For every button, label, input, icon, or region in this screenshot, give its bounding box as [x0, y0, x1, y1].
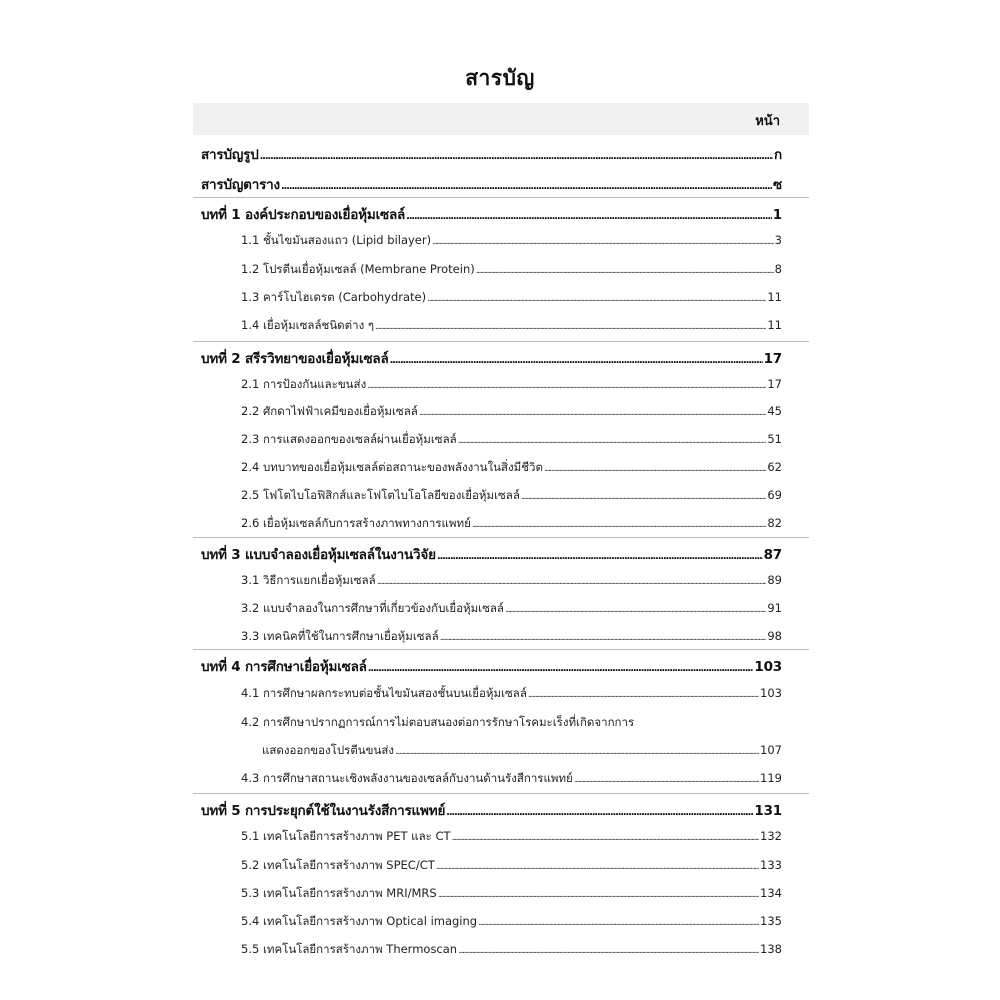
toc-section-entry [241, 885, 782, 903]
toc-page-number: 11 [767, 318, 782, 332]
dot-leader [458, 946, 759, 956]
dot-leader [436, 862, 759, 872]
toc-entry-title: 1.4 เยื่อหุ้มเซลล์ชนิดต่าง ๆ [241, 318, 375, 332]
toc-section-entry [241, 913, 782, 931]
dot-leader [427, 294, 766, 304]
toc-section-entry [241, 317, 782, 335]
section-divider [193, 649, 809, 650]
dot-leader [395, 747, 759, 757]
toc-entry-title: 5.1 เทคโนโลยีการสร้างภาพ PET และ CT [241, 829, 451, 843]
toc-entry-title: บทที่ 5 การประยุกต์ใช้ในงานรังสีการแพทย์ [201, 803, 446, 819]
toc-entry-title: 3.2 แบบจำลองในการศึกษาที่เกี่ยวข้องกับเยื่อหุ้มเซลล์ [241, 601, 504, 615]
toc-page-number: 132 [760, 829, 782, 843]
toc-section-title: 4.2 การศึกษาปรากฏการณ์การไม่ตอบสนองต่อการรักษาโรคมะเร็งที่เกิดจากการ [241, 715, 635, 729]
section-divider [193, 341, 809, 342]
dot-leader [437, 551, 763, 562]
toc-section-entry [241, 261, 782, 279]
toc-section-entry [241, 232, 782, 250]
toc-section-entry [241, 941, 782, 959]
toc-section-entry [241, 828, 782, 846]
dot-leader [478, 918, 759, 928]
toc-entry-title: 4.3 การศึกษาสถานะเชิงพลังงานของเซลล์กับงานด้านรังสีการแพทย์ [241, 771, 573, 785]
toc-page-number: 107 [760, 743, 782, 757]
toc-section-entry [241, 403, 782, 421]
toc-section-entry [241, 515, 782, 533]
dot-leader [390, 355, 763, 366]
toc-entry-title: 5.3 เทคโนโลยีการสร้างภาพ MRI/MRS [241, 886, 437, 900]
section-divider [193, 793, 809, 794]
toc-entry-title: 3.1 วิธีการแยกเยื่อหุ้มเซลล์ [241, 573, 376, 587]
dot-leader [368, 663, 754, 674]
toc-page-number: 17 [767, 377, 782, 391]
toc-section-entry [241, 487, 782, 505]
toc-entry-title: 2.2 ศักดาไฟฟ้าเคมีของเยื่อหุ้มเซลล์ [241, 404, 418, 418]
dot-leader [377, 577, 767, 587]
toc-entry-title: 1.2 โปรตีนเยื่อหุ้มเซลล์ (Membrane Protein) [241, 262, 475, 276]
dot-leader [367, 381, 766, 391]
toc-chapter-entry [201, 543, 782, 565]
toc-section-entry [241, 685, 782, 703]
toc-page-number: ก [774, 147, 782, 163]
toc-page-number: 134 [760, 886, 782, 900]
dot-leader [281, 181, 772, 192]
toc-page-number: 119 [760, 771, 782, 785]
toc-page-number: 133 [760, 858, 782, 872]
toc-page-number: 91 [767, 601, 782, 615]
toc-section-entry [241, 572, 782, 590]
dot-leader [521, 492, 766, 502]
dot-leader [452, 833, 760, 843]
dot-leader [419, 408, 767, 418]
toc-section-entry [241, 431, 782, 449]
dot-leader [438, 890, 759, 900]
page-title: สารบัญ [465, 66, 535, 90]
page-column-label: หน้า [755, 114, 780, 129]
dot-leader [406, 211, 772, 222]
toc-entry-title: 2.3 การแสดงออกของเซลล์ผ่านเยื่อหุ้มเซลล์ [241, 432, 457, 446]
toc-entry-title: บทที่ 3 แบบจำลองเยื่อหุ้มเซลล์ในงานวิจัย [201, 547, 436, 563]
toc-section-entry [241, 459, 782, 477]
dot-leader [432, 237, 774, 247]
toc-entry-title: บทที่ 1 องค์ประกอบของเยื่อหุ้มเซลล์ [201, 207, 406, 223]
toc-entry-title: บทที่ 2 สรีรวิทยาของเยื่อหุ้มเซลล์ [201, 351, 389, 367]
toc-entry-title: 2.5 โฟโตไบโอฟิสิกส์และโฟโตไบโอโลยีของเยื่อหุ้มเซลล์ [241, 488, 520, 502]
toc-page-number: 82 [767, 516, 782, 530]
toc-page-number: 135 [760, 914, 782, 928]
dot-leader [440, 633, 767, 643]
toc-page-number: 131 [754, 803, 782, 819]
toc-page-number: 87 [763, 547, 782, 563]
toc-section-entry [241, 376, 782, 394]
toc-page-number: 62 [767, 460, 782, 474]
toc-section-entry [241, 628, 782, 646]
section-divider [193, 197, 809, 198]
toc-chapter-entry [201, 655, 782, 677]
toc-entry-title: บทที่ 4 การศึกษาเยื่อหุ้มเซลล์ [201, 659, 367, 675]
toc-entry-title: 4.1 การศึกษาผลกระทบต่อชั้นไขมันสองชั้นบนเยื่อหุ้มเซลล์ [241, 686, 527, 700]
toc-page-number: 45 [767, 404, 782, 418]
toc-entry-title: 3.3 เทคนิคที่ใช้ในการศึกษาเยื่อหุ้มเซลล์ [241, 629, 439, 643]
toc-page-number: 3 [774, 233, 782, 247]
dot-leader [505, 605, 766, 615]
dot-leader [544, 464, 766, 474]
dot-leader [458, 436, 767, 446]
toc-page-number: ซ [773, 177, 782, 193]
toc-page-number: 138 [760, 942, 782, 956]
toc-page-number: 103 [760, 686, 782, 700]
toc-entry-continuation: แสดงออกของโปรตีนขนส่ง [262, 743, 395, 757]
toc-entry-title: 2.6 เยื่อหุ้มเซลล์กับการสร้างภาพทางการแพทย์ [241, 516, 471, 530]
toc-entry-title: สารบัญตาราง [201, 177, 280, 193]
dot-leader [260, 151, 773, 162]
toc-section-entry [241, 289, 782, 307]
toc-chapter-entry [201, 799, 782, 821]
toc-section-entry [262, 742, 782, 760]
toc-entry-title: 1.3 คาร์โบไฮเดรต (Carbohydrate) [241, 290, 427, 304]
toc-page-number: 98 [767, 629, 782, 643]
dot-leader [375, 322, 766, 332]
toc-page-number: 1 [772, 207, 782, 223]
toc-page-number: 17 [763, 351, 782, 367]
dot-leader [446, 807, 753, 818]
toc-section-entry [241, 857, 782, 875]
toc-front-matter-entry [201, 173, 782, 195]
toc-section-entry [241, 600, 782, 618]
toc-entry-title: 1.1 ชั้นไขมันสองแถว (Lipid bilayer) [241, 233, 432, 247]
toc-front-matter-entry [201, 143, 782, 165]
dot-leader [528, 690, 759, 700]
toc-entry-title: 5.5 เทคโนโลยีการสร้างภาพ Thermoscan [241, 942, 458, 956]
dot-leader [476, 266, 774, 276]
toc-page-number: 8 [774, 262, 782, 276]
toc-entry-title: 2.1 การป้องกันและขนส่ง [241, 377, 367, 391]
toc-entry-title: สารบัญรูป [201, 147, 259, 163]
toc-page-number: 69 [767, 488, 782, 502]
toc-page-number: 51 [767, 432, 782, 446]
toc-entry-title: 5.2 เทคโนโลยีการสร้างภาพ SPEC/CT [241, 858, 435, 872]
toc-chapter-entry [201, 203, 782, 225]
toc-entry-title: 2.4 บทบาทของเยื่อหุ้มเซลล์ต่อสถานะของพลังงานในสิ่งมีชีวิต [241, 460, 543, 474]
toc-page-number: 11 [767, 290, 782, 304]
toc-chapter-entry [201, 347, 782, 369]
toc-page-number: 89 [767, 573, 782, 587]
dot-leader [574, 775, 759, 785]
toc-section-entry [241, 770, 782, 788]
toc-entry-title: 5.4 เทคโนโลยีการสร้างภาพ Optical imaging [241, 914, 478, 928]
toc-page-number: 103 [754, 659, 782, 675]
section-divider [193, 537, 809, 538]
dot-leader [472, 520, 767, 530]
